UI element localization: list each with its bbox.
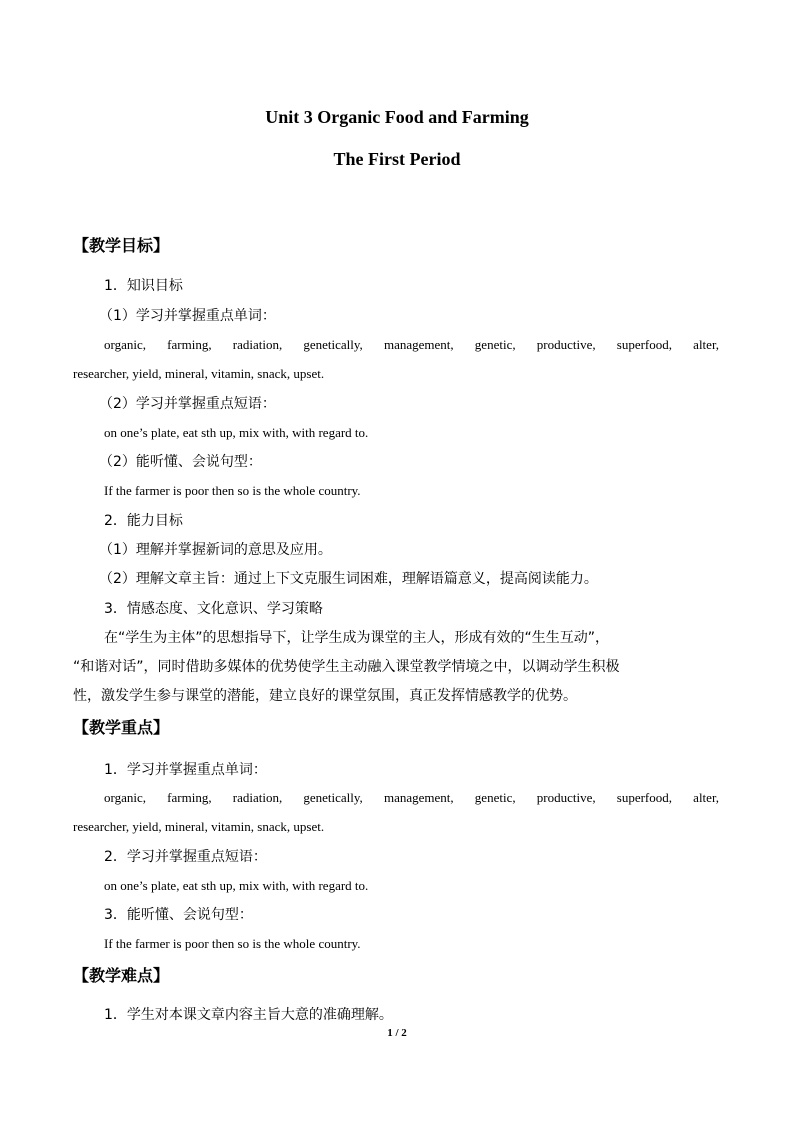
goals-ability-item-1: （1）理解并掌握新词的意思及应用。 xyxy=(99,542,332,558)
goals-ability-title: 2．能力目标 xyxy=(104,513,183,529)
key-item-3: 3．能听懂、会说句型： xyxy=(104,907,253,923)
goals-words-line-1: organic, farming, radiation, genetically, management, genetic, productive, superfood, alter, xyxy=(104,337,719,352)
goals-knowledge-item-2: （2）学习并掌握重点短语： xyxy=(99,396,276,412)
page-number: 1 / 2 xyxy=(387,1027,407,1039)
document-title: Unit 3 Organic Food and Farming xyxy=(265,107,529,127)
section-heading-difficult: 【教学难点】 xyxy=(73,966,170,985)
goals-sentence: If the farmer is poor then so is the whole country. xyxy=(104,483,361,498)
section-heading-goals: 【教学目标】 xyxy=(73,236,170,255)
key-item-1: 1．学习并掌握重点单词： xyxy=(104,762,267,778)
document-subtitle: The First Period xyxy=(333,149,461,169)
goals-knowledge-item-3: （2）能听懂、会说句型： xyxy=(99,454,262,470)
goals-words-line-2: researcher, yield, mineral, vitamin, snack, upset. xyxy=(73,366,325,381)
goals-phrases: on one’s plate, eat sth up, mix with, with regard to. xyxy=(104,425,369,440)
goals-knowledge-item-1: （1）学习并掌握重点单词： xyxy=(99,308,276,324)
goals-paragraph-line-1: 在“学生为主体”的思想指导下，让学生成为课堂的主人，形成有效的“生生互动”， xyxy=(104,630,610,646)
goals-paragraph-line-2: “和谐对话”，同时借助多媒体的优势使学生主动融入课堂教学情境之中，以调动学生积极 xyxy=(73,659,620,675)
key-phrases: on one’s plate, eat sth up, mix with, with regard to. xyxy=(104,878,369,893)
difficult-item-1: 1．学生对本课文章内容主旨大意的准确理解。 xyxy=(104,1007,393,1023)
goals-knowledge-title: 1．知识目标 xyxy=(104,278,183,294)
section-heading-key: 【教学重点】 xyxy=(73,718,170,737)
key-words-line-2: researcher, yield, mineral, vitamin, snack, upset. xyxy=(73,819,325,834)
goals-ability-item-2: （2）理解文章主旨：通过上下文克服生词困难，理解语篇意义，提高阅读能力。 xyxy=(99,571,598,587)
goals-paragraph-line-3: 性，激发学生参与课堂的潜能，建立良好的课堂氛围，真正发挥情感教学的优势。 xyxy=(73,688,577,704)
key-words-line-1: organic, farming, radiation, genetically, management, genetic, productive, superfood, alter, xyxy=(104,790,719,805)
goals-emotion-title: 3．情感态度、文化意识、学习策略 xyxy=(104,601,323,617)
key-sentence: If the farmer is poor then so is the whole country. xyxy=(104,936,361,951)
key-item-2: 2．学习并掌握重点短语： xyxy=(104,849,267,865)
